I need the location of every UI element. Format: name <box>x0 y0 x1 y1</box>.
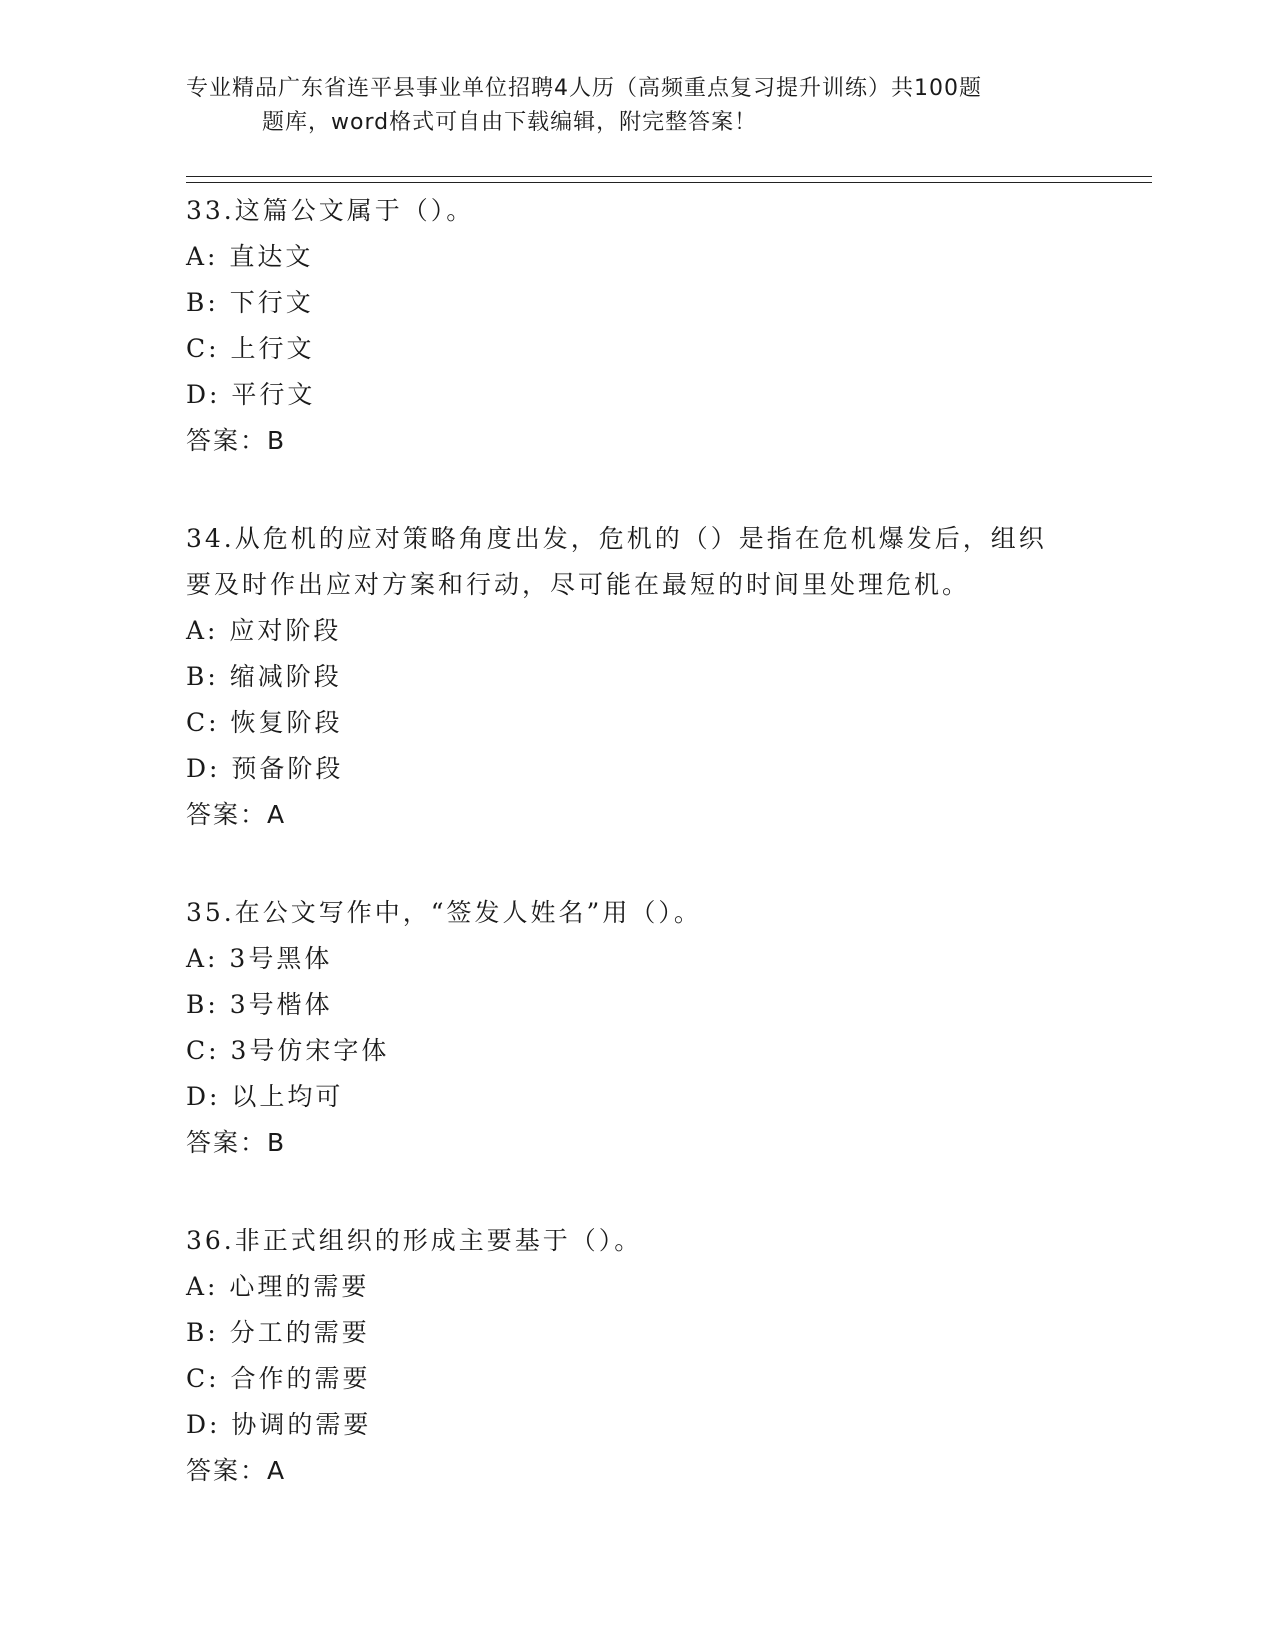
question-36 <box>186 1218 1086 1494</box>
header-line-1: 专业精品广东省连平县事业单位招聘4人历（高频重点复习提升训练）共100题 <box>186 76 982 101</box>
question-34 <box>186 516 1086 838</box>
option-b: B: 分工的需要 <box>186 1318 370 1347</box>
header-line-2: 题库，word格式可自由下载编辑，附完整答案！ <box>262 110 758 135</box>
answer: 答案：A <box>186 1456 287 1485</box>
option-b: B: 3号楷体 <box>186 990 333 1019</box>
answer: 答案：B <box>186 426 287 455</box>
option-a: A: 直达文 <box>186 242 314 271</box>
option-d: D: 平行文 <box>186 380 316 409</box>
question-text: 33.这篇公文属于（）。 <box>186 196 475 225</box>
question-text: 35.在公文写作中，“签发人姓名”用（）。 <box>186 898 702 927</box>
option-b: B: 缩减阶段 <box>186 662 342 691</box>
header-rule-top <box>186 176 1152 177</box>
answer: 答案：A <box>186 800 287 829</box>
question-list <box>186 188 1086 1494</box>
question-text: 36.非正式组织的形成主要基于（）。 <box>186 1226 643 1255</box>
question-35 <box>186 890 1086 1166</box>
document-header <box>186 72 1086 140</box>
option-c: C: 上行文 <box>186 334 315 363</box>
question-text: 34.从危机的应对策略角度出发，危机的（）是指在危机爆发后，组织要及时作出应对方案和行动，尽可能在最短的时间里处理危机。 <box>186 524 1047 599</box>
option-d: D: 预备阶段 <box>186 754 344 783</box>
option-d: D: 协调的需要 <box>186 1410 372 1439</box>
option-b: B: 下行文 <box>186 288 314 317</box>
option-a: A: 3号黑体 <box>186 944 333 973</box>
option-d: D: 以上均可 <box>186 1082 344 1111</box>
question-33 <box>186 188 1086 464</box>
option-c: C: 合作的需要 <box>186 1364 371 1393</box>
option-a: A: 应对阶段 <box>186 616 342 645</box>
option-a: A: 心理的需要 <box>186 1272 370 1301</box>
header-rule-bottom <box>186 182 1152 183</box>
option-c: C: 恢复阶段 <box>186 708 343 737</box>
option-c: C: 3号仿宋字体 <box>186 1036 390 1065</box>
answer: 答案：B <box>186 1128 287 1157</box>
